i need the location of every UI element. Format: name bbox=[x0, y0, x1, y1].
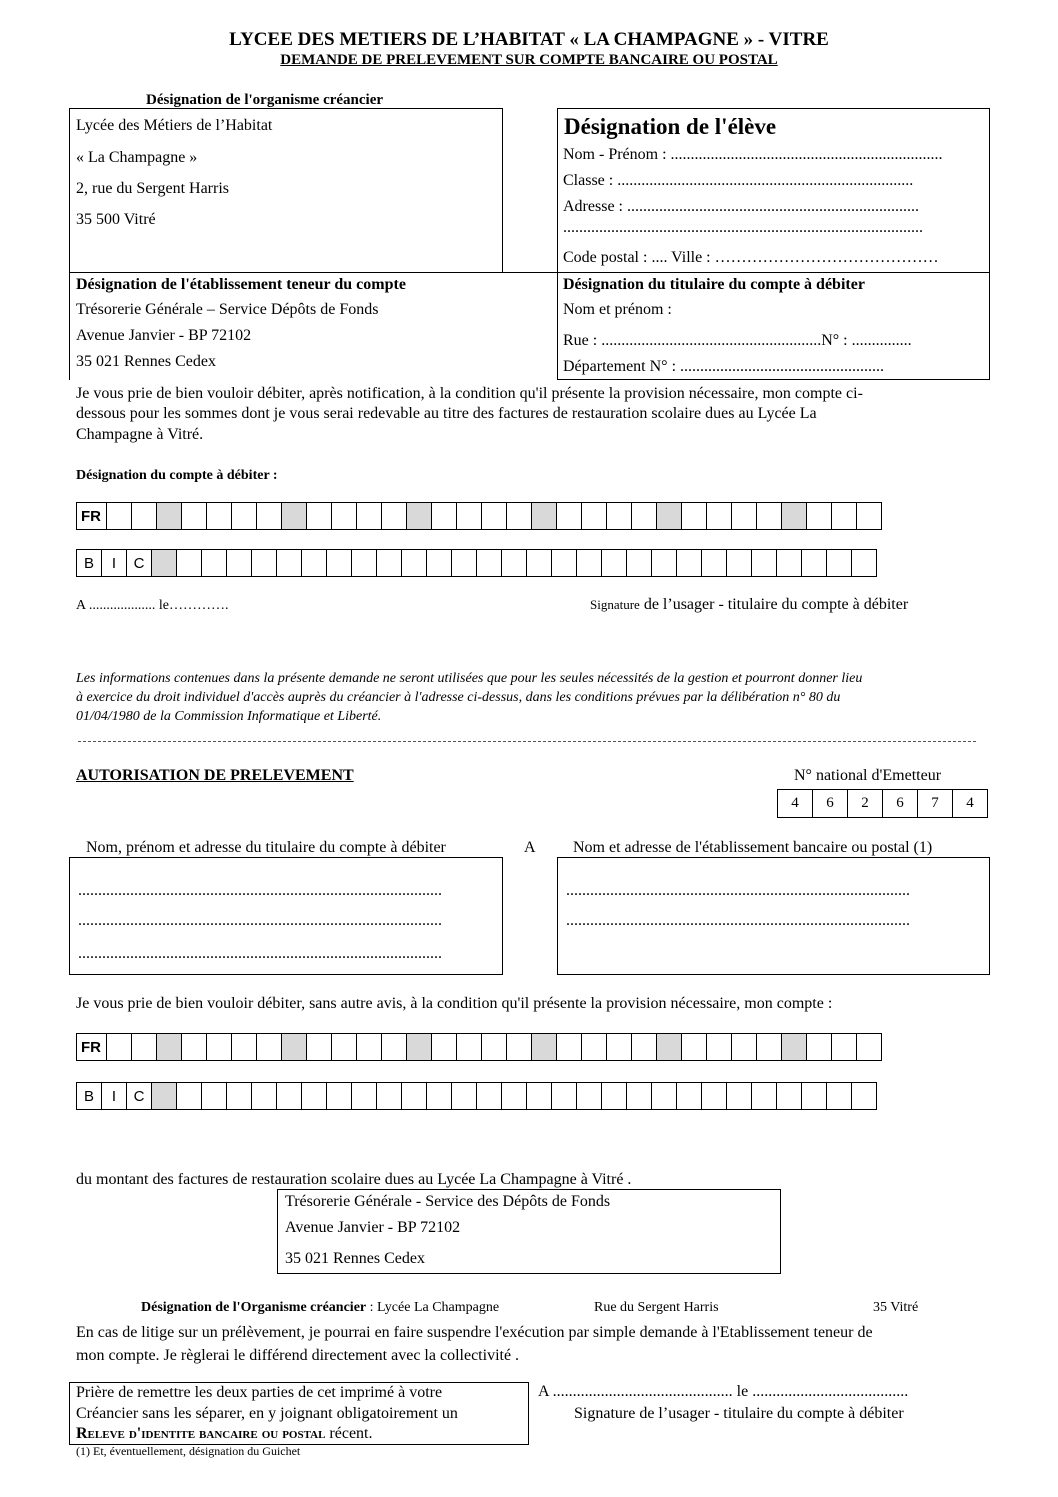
iban-digit-cell[interactable] bbox=[782, 503, 807, 529]
eleve-heading: Désignation de l'élève bbox=[564, 114, 777, 139]
priere-line: Prière de remettre les deux parties de cet imprimé à votre bbox=[76, 1384, 443, 1401]
iban-digit-cell[interactable] bbox=[632, 1034, 657, 1060]
iban-digit-cell[interactable] bbox=[582, 503, 607, 529]
bic-char-cell[interactable] bbox=[477, 1083, 502, 1109]
iban-digit-cell[interactable] bbox=[757, 1034, 782, 1060]
cnil-notice-line: 01/04/1980 de la Commission Informatique et Liberté. bbox=[76, 709, 382, 724]
bic-char-cell[interactable] bbox=[277, 1083, 302, 1109]
paragraph2: Je vous prie de bien vouloir débiter, sans autre avis, à la condition qu'il présente la provision nécessaire, mon compte : bbox=[76, 995, 833, 1012]
emetteur-label: N° national d'Emetteur bbox=[794, 767, 942, 784]
bic-char-cell[interactable] bbox=[427, 550, 452, 576]
iban-digit-cell[interactable] bbox=[807, 503, 832, 529]
dotted-line: ...................................................................................... bbox=[566, 882, 910, 899]
bic-char-cell[interactable] bbox=[727, 550, 752, 576]
bic-char-cell[interactable] bbox=[327, 550, 352, 576]
bic-char-cell[interactable] bbox=[252, 550, 277, 576]
organisme-street: Rue du Sergent Harris bbox=[594, 1300, 719, 1315]
iban-digit-cell[interactable] bbox=[732, 503, 757, 529]
iban-digit-cell[interactable] bbox=[557, 1034, 582, 1060]
iban-digit-cell[interactable] bbox=[857, 1034, 882, 1060]
page-subtitle: DEMANDE DE PRELEVEMENT SUR COMPTE BANCAIRE OU POSTAL bbox=[280, 52, 778, 68]
bic-char-cell[interactable] bbox=[227, 550, 252, 576]
bic-label-cell: I bbox=[102, 1083, 127, 1109]
iban-digit-cell[interactable] bbox=[307, 503, 332, 529]
iban-digit-cell[interactable] bbox=[582, 1034, 607, 1060]
iban-digit-cell[interactable] bbox=[182, 503, 207, 529]
emetteur-digit: 4 bbox=[953, 790, 988, 817]
bic-char-cell[interactable] bbox=[277, 550, 302, 576]
iban-digit-cell[interactable] bbox=[232, 1034, 257, 1060]
bic-char-cell[interactable] bbox=[177, 550, 202, 576]
litige-line: En cas de litige sur un prélèvement, je pourrai en faire suspendre l'exécution par simple demande à l'Etablissement teneur de bbox=[76, 1324, 873, 1341]
titulaire-departement-field[interactable]: Département N° : ................................................... bbox=[563, 358, 885, 375]
paragraph1-line: Champagne à Vitré. bbox=[76, 426, 204, 443]
iban-digit-cell[interactable] bbox=[532, 1034, 557, 1060]
bic-char-cell[interactable] bbox=[577, 1083, 602, 1109]
bic-char-cell[interactable] bbox=[402, 1083, 427, 1109]
a-label: A bbox=[524, 839, 536, 856]
iban-digit-cell[interactable] bbox=[407, 1034, 432, 1060]
iban-digit-cell[interactable] bbox=[207, 503, 232, 529]
iban-country-cell: FR bbox=[77, 1034, 107, 1060]
titulaire-nom-field[interactable]: Nom et prénom : bbox=[563, 301, 672, 318]
bic-char-cell[interactable] bbox=[702, 550, 727, 576]
bic-label-cell: C bbox=[127, 1083, 152, 1109]
iban-digit-cell[interactable] bbox=[332, 1034, 357, 1060]
iban-digit-cell[interactable] bbox=[107, 503, 132, 529]
emetteur-digit: 7 bbox=[918, 790, 953, 817]
tresorerie-line: Trésorerie Générale - Service des Dépôts de Fonds bbox=[285, 1193, 611, 1210]
signature-label: Signature de l’usager - titulaire du compte à débiter bbox=[590, 596, 909, 613]
iban-grid[interactable] bbox=[76, 1033, 882, 1061]
iban-digit-cell[interactable] bbox=[182, 1034, 207, 1060]
iban-digit-cell[interactable] bbox=[482, 503, 507, 529]
iban-digit-cell[interactable] bbox=[682, 1034, 707, 1060]
bic-char-cell[interactable] bbox=[602, 550, 627, 576]
iban-digit-cell[interactable] bbox=[357, 1034, 382, 1060]
bic-label-cell: C bbox=[127, 550, 152, 576]
titulaire-heading: Désignation du titulaire du compte à débiter bbox=[563, 276, 865, 293]
tresorerie-line: Avenue Janvier - BP 72102 bbox=[285, 1219, 461, 1236]
bic-char-cell[interactable] bbox=[377, 1083, 402, 1109]
iban-digit-cell[interactable] bbox=[207, 1034, 232, 1060]
bic-char-cell[interactable] bbox=[852, 1083, 877, 1109]
dotted-line: ........................................................................................... bbox=[78, 912, 442, 929]
litige-line: mon compte. Je règlerai le différend directement avec la collectivité . bbox=[76, 1347, 520, 1364]
bic-label-cell: B bbox=[77, 1083, 102, 1109]
iban-digit-cell[interactable] bbox=[782, 1034, 807, 1060]
bic-char-cell[interactable] bbox=[727, 1083, 752, 1109]
bic-char-cell[interactable] bbox=[402, 550, 427, 576]
iban-digit-cell[interactable] bbox=[807, 1034, 832, 1060]
bic-char-cell[interactable] bbox=[677, 1083, 702, 1109]
bic-char-cell[interactable] bbox=[252, 1083, 277, 1109]
bic-grid[interactable] bbox=[76, 1082, 877, 1110]
bic-char-cell[interactable] bbox=[577, 550, 602, 576]
dotted-line: ........................................................................................... bbox=[78, 882, 442, 899]
iban-digit-cell[interactable] bbox=[107, 1034, 132, 1060]
etablissement-line: 35 021 Rennes Cedex bbox=[76, 353, 216, 370]
bic-char-cell[interactable] bbox=[502, 550, 527, 576]
eleve-adresse2-field[interactable]: .......................................................................................... bbox=[563, 219, 923, 236]
iban-digit-cell[interactable] bbox=[282, 1034, 307, 1060]
bic-char-cell[interactable] bbox=[777, 1083, 802, 1109]
iban-digit-cell[interactable] bbox=[757, 503, 782, 529]
emetteur-number-grid bbox=[777, 789, 988, 818]
bic-grid[interactable] bbox=[76, 549, 877, 577]
organisme-city: 35 Vitré bbox=[873, 1300, 919, 1315]
bic-char-cell[interactable] bbox=[177, 1083, 202, 1109]
bic-char-cell[interactable] bbox=[602, 1083, 627, 1109]
iban-country-cell: FR bbox=[77, 503, 107, 529]
iban-digit-cell[interactable] bbox=[432, 1034, 457, 1060]
date-place-field[interactable]: A ................... le…………. bbox=[76, 598, 229, 613]
iban-digit-cell[interactable] bbox=[657, 1034, 682, 1060]
bic-char-cell[interactable] bbox=[552, 1083, 577, 1109]
tresorerie-line: 35 021 Rennes Cedex bbox=[285, 1250, 425, 1267]
titulaire-rue-field[interactable]: Rue : .......................................................N° : ............... bbox=[563, 332, 912, 349]
bic-char-cell[interactable] bbox=[802, 550, 827, 576]
iban-digit-cell[interactable] bbox=[232, 503, 257, 529]
emetteur-digit: 2 bbox=[848, 790, 883, 817]
bic-char-cell[interactable] bbox=[752, 1083, 777, 1109]
montant-text: du montant des factures de restauration scolaire dues au Lycée La Champagne à Vitré . bbox=[76, 1171, 632, 1188]
bic-char-cell[interactable] bbox=[752, 550, 777, 576]
etablissement-heading: Désignation de l'établissement teneur du compte bbox=[76, 276, 406, 293]
eleve-code-postal-field[interactable]: Code postal : .... Ville : …………………………………… bbox=[563, 249, 939, 266]
bic-char-cell[interactable] bbox=[327, 1083, 352, 1109]
priere-line: Releve d'identite bancaire ou postal récent. bbox=[76, 1425, 373, 1442]
iban-digit-cell[interactable] bbox=[732, 1034, 757, 1060]
emetteur-digit: 4 bbox=[778, 790, 813, 817]
priere-line: Créancier sans les séparer, en y joignant obligatoirement un bbox=[76, 1405, 458, 1422]
bic-char-cell[interactable] bbox=[777, 550, 802, 576]
iban-digit-cell[interactable] bbox=[332, 503, 357, 529]
iban-digit-cell[interactable] bbox=[682, 503, 707, 529]
emetteur-digit: 6 bbox=[883, 790, 918, 817]
iban-digit-cell[interactable] bbox=[707, 1034, 732, 1060]
bic-char-cell[interactable] bbox=[527, 1083, 552, 1109]
bic-char-cell[interactable] bbox=[152, 550, 177, 576]
titulaire-address-heading: Nom, prénom et adresse du titulaire du compte à débiter bbox=[86, 839, 446, 856]
dotted-line: ...................................................................................... bbox=[566, 912, 910, 929]
bic-char-cell[interactable] bbox=[202, 1083, 227, 1109]
banque-address-heading: Nom et adresse de l'établissement bancaire ou postal (1) bbox=[573, 839, 933, 856]
date-place-bottom-field[interactable]: A ............................................. le ....................................... bbox=[538, 1383, 909, 1400]
paragraph1-line: dessous pour les sommes dont je vous serai redevable au titre des factures de restauration scolaire dues au Lycée La bbox=[76, 405, 817, 422]
bic-char-cell[interactable] bbox=[852, 550, 877, 576]
bic-char-cell[interactable] bbox=[627, 1083, 652, 1109]
bic-label-cell: B bbox=[77, 550, 102, 576]
iban-digit-cell[interactable] bbox=[132, 503, 157, 529]
bic-char-cell[interactable] bbox=[827, 1083, 852, 1109]
bic-char-cell[interactable] bbox=[702, 1083, 727, 1109]
dotted-line: ........................................................................................... bbox=[78, 945, 442, 962]
bic-char-cell[interactable] bbox=[552, 550, 577, 576]
iban-digit-cell[interactable] bbox=[257, 503, 282, 529]
bic-char-cell[interactable] bbox=[202, 550, 227, 576]
autorisation-title: AUTORISATION DE PRELEVEMENT bbox=[76, 767, 354, 784]
bic-char-cell[interactable] bbox=[527, 550, 552, 576]
iban-digit-cell[interactable] bbox=[257, 1034, 282, 1060]
creancier-line: Lycée des Métiers de l’Habitat bbox=[76, 117, 273, 134]
creancier-line: 2, rue du Sergent Harris bbox=[76, 180, 229, 197]
iban-digit-cell[interactable] bbox=[307, 1034, 332, 1060]
bic-char-cell[interactable] bbox=[352, 550, 377, 576]
bic-char-cell[interactable] bbox=[152, 1083, 177, 1109]
iban-digit-cell[interactable] bbox=[132, 1034, 157, 1060]
iban-digit-cell[interactable] bbox=[607, 503, 632, 529]
bic-char-cell[interactable] bbox=[302, 1083, 327, 1109]
iban-digit-cell[interactable] bbox=[657, 503, 682, 529]
emetteur-digit: 6 bbox=[813, 790, 848, 817]
iban-digit-cell[interactable] bbox=[457, 503, 482, 529]
iban-digit-cell[interactable] bbox=[607, 1034, 632, 1060]
iban-digit-cell[interactable] bbox=[832, 1034, 857, 1060]
paragraph1-line: Je vous prie de bien vouloir débiter, après notification, à la condition qu'il présente la provision nécessaire, mon compte ci- bbox=[76, 385, 863, 402]
bic-char-cell[interactable] bbox=[502, 1083, 527, 1109]
bic-char-cell[interactable] bbox=[652, 1083, 677, 1109]
bic-char-cell[interactable] bbox=[627, 550, 652, 576]
creancier-heading: Désignation de l'organisme créancier bbox=[146, 92, 384, 108]
etablissement-line: Avenue Janvier - BP 72102 bbox=[76, 327, 252, 344]
iban-grid[interactable] bbox=[76, 502, 882, 530]
bic-char-cell[interactable] bbox=[352, 1083, 377, 1109]
iban-digit-cell[interactable] bbox=[382, 1034, 407, 1060]
iban-digit-cell[interactable] bbox=[707, 503, 732, 529]
iban-digit-cell[interactable] bbox=[282, 503, 307, 529]
bic-char-cell[interactable] bbox=[452, 550, 477, 576]
organisme-line: Désignation de l'Organisme créancier : Lycée La Champagne bbox=[141, 1300, 500, 1315]
bic-char-cell[interactable] bbox=[227, 1083, 252, 1109]
cnil-notice-line: à exercice du droit individuel d'accès auprès du créancier à l'adresse ci-dessus, dans les conditions prévues par la délibération n° 80 du bbox=[76, 690, 841, 705]
bic-char-cell[interactable] bbox=[452, 1083, 477, 1109]
bic-char-cell[interactable] bbox=[302, 550, 327, 576]
eleve-nom-field[interactable]: Nom - Prénom : .................................................................... bbox=[563, 146, 943, 163]
bic-char-cell[interactable] bbox=[677, 550, 702, 576]
eleve-adresse-field[interactable]: Adresse : ......................................................................... bbox=[563, 198, 919, 215]
iban-digit-cell[interactable] bbox=[507, 503, 532, 529]
bic-char-cell[interactable] bbox=[477, 550, 502, 576]
iban-digit-cell[interactable] bbox=[482, 1034, 507, 1060]
iban-digit-cell[interactable] bbox=[157, 503, 182, 529]
creancier-line: « La Champagne » bbox=[76, 149, 198, 166]
signature-bottom-label: Signature de l’usager - titulaire du compte à débiter bbox=[574, 1405, 904, 1422]
compte-heading: Désignation du compte à débiter : bbox=[76, 468, 278, 483]
iban-digit-cell[interactable] bbox=[357, 503, 382, 529]
iban-digit-cell[interactable] bbox=[457, 1034, 482, 1060]
bic-char-cell[interactable] bbox=[652, 550, 677, 576]
page-title: LYCEE DES METIERS DE L’HABITAT « LA CHAMPAGNE » - VITRE bbox=[229, 29, 829, 50]
iban-digit-cell[interactable] bbox=[432, 503, 457, 529]
bic-char-cell[interactable] bbox=[427, 1083, 452, 1109]
iban-digit-cell[interactable] bbox=[157, 1034, 182, 1060]
footnote: (1) Et, éventuellement, désignation du Guichet bbox=[76, 1444, 301, 1458]
iban-digit-cell[interactable] bbox=[832, 503, 857, 529]
bic-char-cell[interactable] bbox=[377, 550, 402, 576]
bic-label-cell: I bbox=[102, 550, 127, 576]
iban-digit-cell[interactable] bbox=[632, 503, 657, 529]
eleve-classe-field[interactable]: Classe : .......................................................................... bbox=[563, 172, 914, 189]
iban-digit-cell[interactable] bbox=[557, 503, 582, 529]
etablissement-line: Trésorerie Générale – Service Dépôts de Fonds bbox=[76, 301, 379, 318]
cut-line bbox=[78, 741, 976, 742]
iban-digit-cell[interactable] bbox=[407, 503, 432, 529]
cnil-notice-line: Les informations contenues dans la présente demande ne seront utilisées que pour les seules nécessités de la gestion et pourront donner lieu bbox=[76, 671, 863, 686]
iban-digit-cell[interactable] bbox=[532, 503, 557, 529]
iban-digit-cell[interactable] bbox=[382, 503, 407, 529]
bic-char-cell[interactable] bbox=[827, 550, 852, 576]
iban-digit-cell[interactable] bbox=[857, 503, 882, 529]
bic-char-cell[interactable] bbox=[802, 1083, 827, 1109]
iban-digit-cell[interactable] bbox=[507, 1034, 532, 1060]
creancier-line: 35 500 Vitré bbox=[76, 211, 156, 228]
